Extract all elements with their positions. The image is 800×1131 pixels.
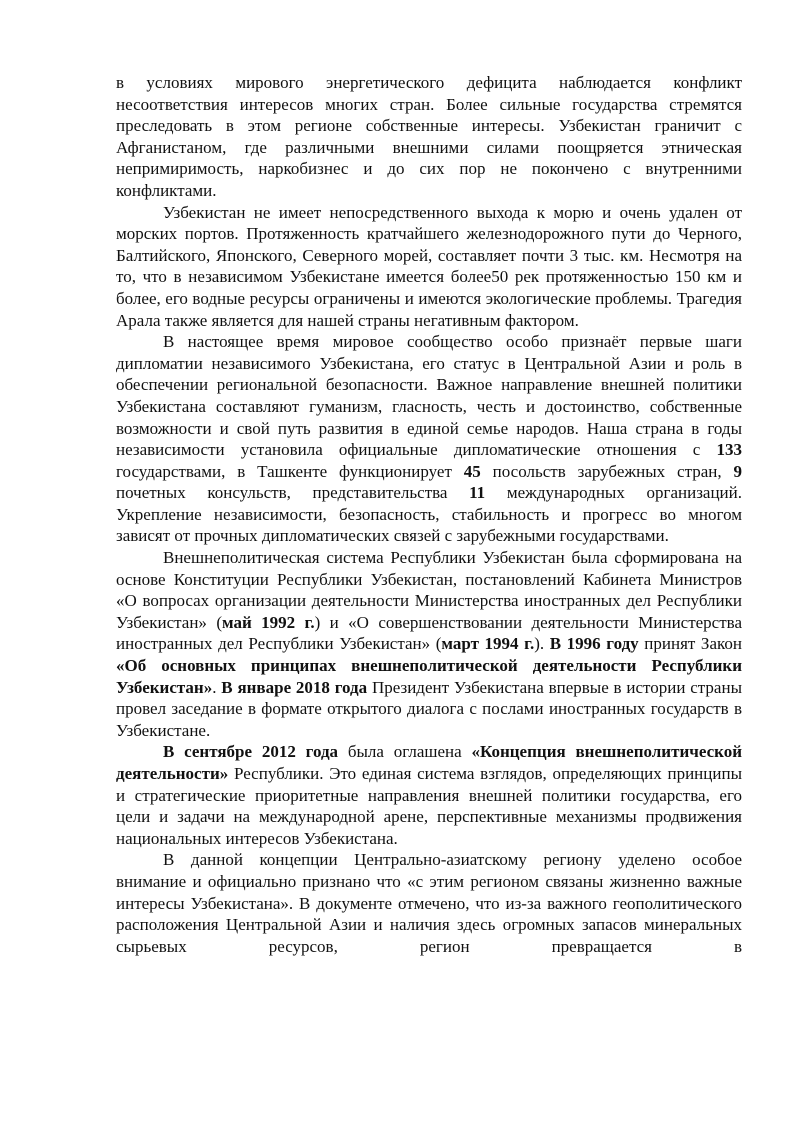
text-run: международных организаций. Укрепление независимости, безопасность, стабильность и прогресс во многом зависят от прочных дипломатических связей с зарубежными государствами. xyxy=(116,483,742,546)
text-run: почетных консульств, представительства xyxy=(116,483,470,503)
text-run: . xyxy=(212,677,222,697)
text-run: ). xyxy=(534,634,550,654)
text-run: Узбекистан не имеет непосредственного выхода к морю и очень удален от морских портов. Протяженность кратчайшего железнодорожного пути до Черного, Балтийского, Японского, Северного морей, составляет почти 3 тыс. км. Несмотря на то, что в независимом Узбекистане имеется более50 рек протяженностью 150 км и более, его водные ресурсы ограничены и имеются экологические проблемы. Трагедия Арала также является для нашей страны негативным фактором. xyxy=(116,202,742,330)
document-page xyxy=(116,72,742,957)
paragraph xyxy=(116,547,742,741)
bold-text: 133 xyxy=(716,440,742,460)
paragraph xyxy=(116,72,742,202)
bold-text: «Концепция внешнеполитической деятельности» xyxy=(116,742,742,783)
bold-text: 9 xyxy=(733,461,742,481)
paragraph xyxy=(116,331,742,547)
bold-text: 45 xyxy=(463,461,481,481)
text-run: посольств зарубежных стран, xyxy=(480,461,734,481)
bold-text: 11 xyxy=(469,483,486,503)
paragraph xyxy=(116,849,742,957)
bold-text: «Об основных принципах внешнеполитической деятельности Республики Узбекистан» xyxy=(116,656,742,697)
text-run: принят Закон xyxy=(638,634,742,654)
text-run: была оглашена xyxy=(338,742,472,762)
text-run: Президент Узбекистана впервые в истории страны провел заседание в формате открытого диалога с послами иностранных государств в Узбекистане. xyxy=(116,677,742,740)
bold-text: май 1992 г. xyxy=(221,612,315,632)
bold-text: В сентябре 2012 года xyxy=(163,742,339,762)
bold-text: март 1994 г. xyxy=(441,634,535,654)
bold-text: В январе 2018 года xyxy=(221,677,368,697)
text-run: В настоящее время мировое сообщество особо признаёт первые шаги дипломатии независимого Узбекистана, его статус в Центральной Азии и роль в обеспечении региональной безопасности. Важное направление внешней политики Узбекистана составляют гуманизм, гласность, честь и достоинство, собственные возможности и свой путь развития в единой семье народов. Наша страна в годы независимости установила официальные дипломатические отношения с xyxy=(116,332,742,460)
text-run: государствами, в Ташкенте функционирует xyxy=(116,461,464,481)
text-run: ) и «О совершенствовании деятельности Министерства иностранных дел Республики Узбекистан» ( xyxy=(116,612,743,654)
text-run: Внешнеполитическая система Республики Узбекистан была сформирована на основе Конституции Республики Узбекистан, постановлений Кабинета Министров «О вопросах организации деятельности Министерства иностранных дел Республики Узбекистан» ( xyxy=(116,548,742,632)
bold-text: В 1996 году xyxy=(549,634,639,654)
text-run: В данной концепции Центрально-азиатскому региону уделено особое внимание и официально признано что «с этим регионом связаны жизненно важные интересы Узбекистана». В документе отмечено, что из-за важного геополитического расположения Центральной Азии и наличия здесь огромных запасов минеральных сырьевых ресурсов, регион превращается в xyxy=(116,850,742,956)
text-run: Республики. Это единая система взглядов, определяющих принципы и стратегические приоритетные направления внешней политики государства, его цели и задачи на международной арене, перспективные механизмы продвижения национальных интересов Узбекистана. xyxy=(116,764,742,848)
document-body xyxy=(116,72,742,957)
paragraph xyxy=(116,741,742,849)
text-run: в условиях мирового энергетического дефицита наблюдается конфликт несоответствия интересов многих стран. Более сильные государства стремятся преследовать в этом регионе собственные интересы. Узбекистан граничит с Афганистаном, где различными внешними силами поощряется этническая непримиримость, наркобизнес и до сих пор не покончено с внутренними конфликтами. xyxy=(116,73,742,200)
paragraph xyxy=(116,202,742,332)
